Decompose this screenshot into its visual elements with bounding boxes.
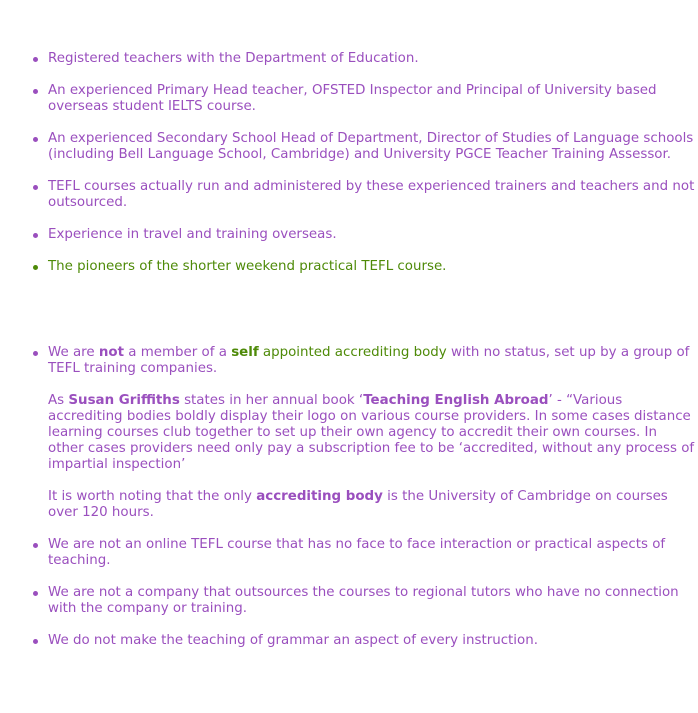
list-item-text: Experience in travel and training overseas.	[48, 227, 337, 242]
emphasis-self: self	[231, 345, 259, 360]
list-item-text: An experienced Secondary School Head of Department, Director of Studies of Language schools (including Bell Language School, Cambridge) and University PGCE Teacher Training Assessor.	[48, 131, 694, 162]
quote-paragraph: As Susan Griffiths states in her annual book ‘Teaching English Abroad’ - “Various accrediting bodies boldly display their logo on various course providers. In some cases distance learning courses club together to set up their own agency to accredit their own courses. In other cases providers need only pay a subscription fee to be ‘accredited, without any process of impartial inspection’	[48, 393, 695, 472]
bullet-icon	[33, 233, 38, 238]
bullet-icon	[33, 185, 38, 190]
list-item	[48, 345, 696, 521]
list-item	[48, 51, 696, 67]
bullet-icon	[33, 57, 38, 62]
list-item-text: We are not a company that outsources the courses to regional tutors who have no connection with the company or training.	[48, 585, 679, 616]
list-item-text: TEFL courses actually run and administered by these experienced trainers and teachers and not outsourced.	[48, 179, 695, 210]
list-item	[48, 227, 696, 243]
book-title: Teaching English Abroad	[363, 393, 549, 408]
bullet-icon	[33, 351, 38, 356]
list-item-highlight	[48, 259, 696, 275]
bullet-icon	[33, 89, 38, 94]
note-paragraph: It is worth noting that the only accrediting body is the University of Cambridge on courses over 120 hours.	[48, 489, 668, 520]
bullet-icon	[33, 543, 38, 548]
list-item	[48, 131, 696, 163]
list-item	[48, 633, 696, 649]
list-item-text: Registered teachers with the Department of Education.	[48, 51, 419, 66]
not-member-paragraph: We are not a member of a self appointed accrediting body with no status, set up by a group of TEFL training companies.	[48, 345, 690, 376]
not-list	[48, 345, 696, 665]
list-item	[48, 179, 696, 211]
list-item	[48, 585, 696, 617]
list-item-text: The pioneers of the shorter weekend practical TEFL course.	[48, 259, 447, 274]
strengths-list	[48, 51, 696, 291]
bullet-icon	[33, 265, 38, 270]
list-item-text: We are not an online TEFL course that has no face to face interaction or practical aspects of teaching.	[48, 537, 666, 568]
author-name: Susan Griffiths	[68, 393, 180, 408]
emphasis-not: not	[98, 345, 125, 360]
list-item	[48, 537, 696, 569]
bullet-icon	[33, 591, 38, 596]
list-item-text: An experienced Primary Head teacher, OFSTED Inspector and Principal of University based overseas student IELTS course.	[48, 83, 657, 114]
emphasis-accrediting-body: accrediting body	[256, 489, 383, 504]
bullet-icon	[33, 639, 38, 644]
list-item-text: We do not make the teaching of grammar an aspect of every instruction.	[48, 633, 538, 648]
list-item	[48, 83, 696, 115]
bullet-icon	[33, 137, 38, 142]
